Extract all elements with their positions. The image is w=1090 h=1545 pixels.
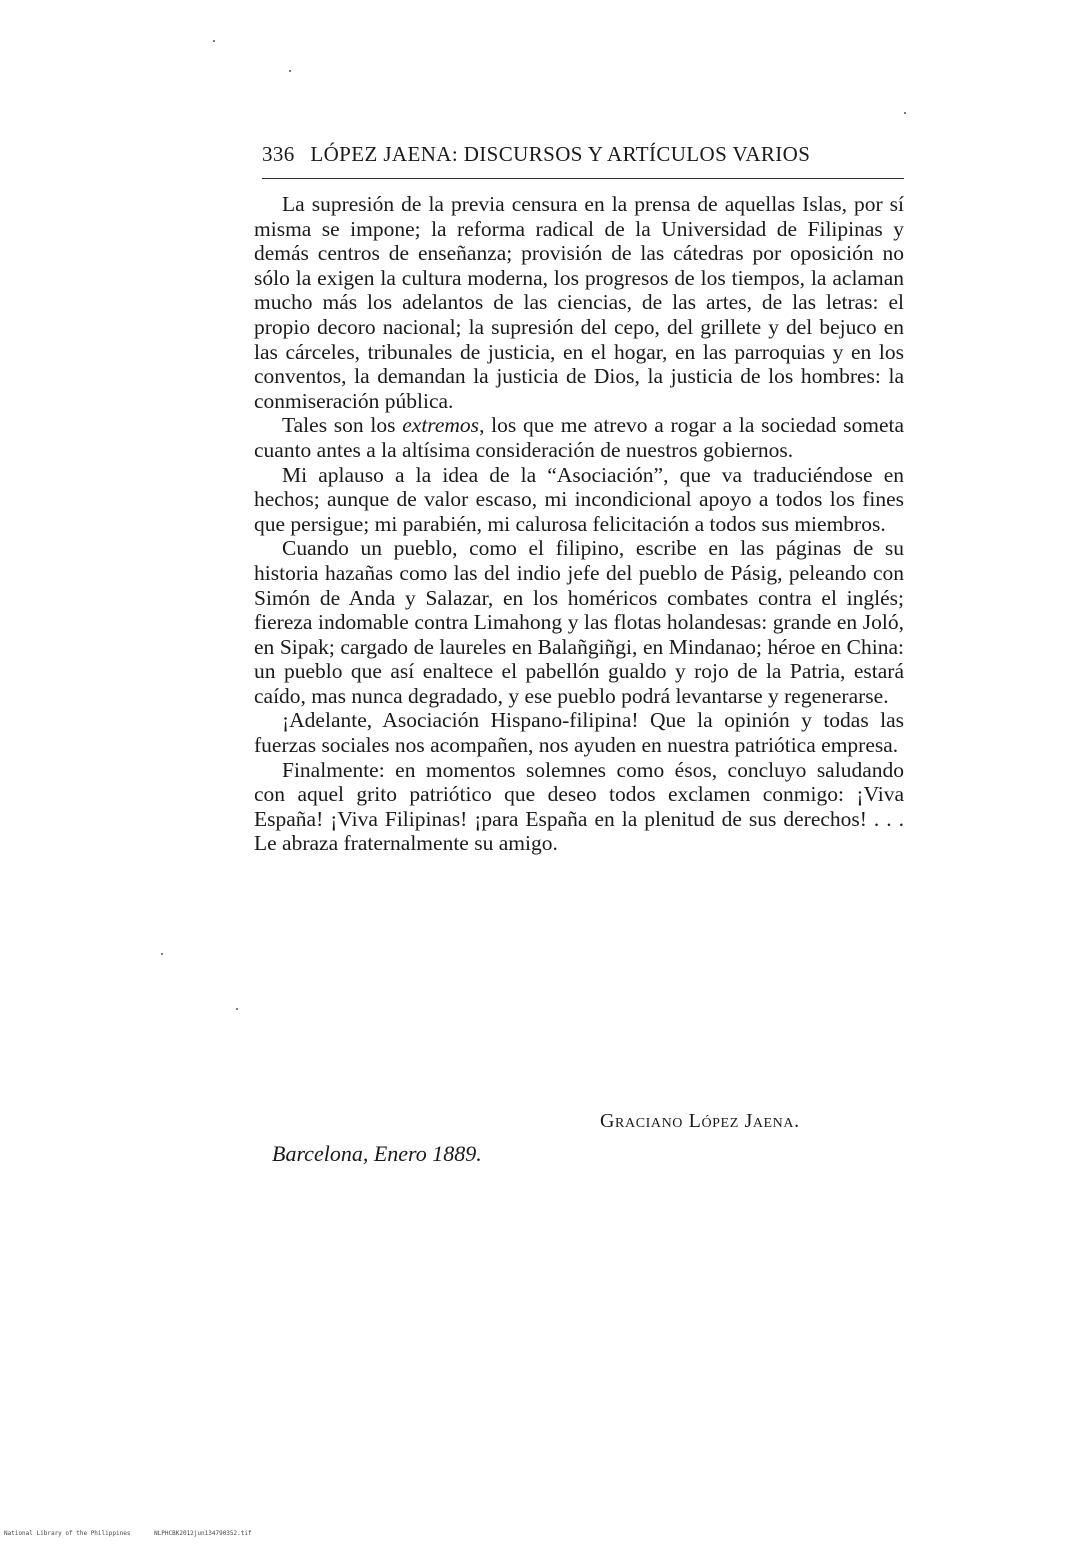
paragraph-text: Tales son los: [282, 413, 403, 438]
scan-speck: [904, 112, 906, 114]
footer-library: National Library of the Philippines: [4, 1530, 131, 1537]
paragraph: ¡Adelante, Asociación Hispano-filipina! Que la opinión y todas las fuerzas sociales nos acompañen, nos ayuden en nuestra patriótica empresa.: [254, 708, 904, 758]
dateline: Barcelona, Enero 1889.: [272, 1141, 482, 1166]
paragraph-text: , los que me atrevo a rogar a la sociedad someta cuanto antes a la altísima consideración de nuestros gobiernos.: [254, 413, 905, 462]
scan-speck: [161, 953, 163, 955]
paragraph: Finalmente: en momentos solemnes como ésos, concluyo saludando con aquel grito patriótico que deseo todos exclamen conmigo: ¡Viva España! ¡Viva Filipinas! ¡para España en la plenitud de sus derechos! . . . Le abraza fraternalmente su amigo.: [254, 757, 904, 856]
scan-speck: [236, 1008, 238, 1010]
header-rule: [262, 178, 904, 179]
paragraph-extremos: [254, 413, 904, 462]
footer-filename: NLPHCBK2012jun134790352.tif: [154, 1530, 252, 1537]
paragraph: La supresión de la previa censura en la prensa de aquellas Islas, por sí misma se impone; la reforma radical de la Universidad de Filipinas y demás centros de enseñanza; provisión de las cátedras por oposición no sólo la exigen la cultura moderna, los progresos de los tiempos, la aclaman mucho más los adelantos de las ciencias, de las artes, de las letras: el propio decoro nacional; la supresión del cepo, del grillete y del bejuco en las cárceles, tribunales de justicia, en el hogar, en las parroquias y en los conventos, la demandan la justicia de Dios, la justicia de los hombres: la conmiseración pública.: [254, 192, 904, 413]
page-number: 336: [262, 142, 295, 166]
running-header: [262, 142, 902, 167]
paragraph: Cuando un pueblo, como el filipino, escribe en las páginas de su historia hazañas como las del indio jefe del pueblo de Pásig, peleando con Simón de Anda y Salazar, en los homéricos combates contra el inglés; fiereza indomable contra Limahong y las flotas holandesas: grande en Joló, en Sipak; cargado de laureles en Balañgiñgi, en Mindanao; héroe en China: un pueblo que así enaltece el pabellón gualdo y rojo de la Patria, estará caído, mas nunca degradado, y ese pueblo podrá levantarse y regenerarse.: [254, 536, 904, 708]
scan-speck: [289, 70, 291, 72]
paragraph: Mi aplauso a la idea de la “Asociación”, que va traduciéndose en hechos; aunque de valor escaso, mi incondicional apoyo a todos los fines que persigue; mi parabién, mi calurosa felicitación a todos sus miembros.: [254, 462, 904, 536]
running-title: LÓPEZ JAENA: DISCURSOS Y ARTÍCULOS VARIOS: [310, 142, 811, 166]
scan-footer: [4, 1530, 252, 1537]
signature: Graciano López Jaena.: [600, 1110, 800, 1132]
emphasized-word: extremos: [402, 413, 480, 438]
letter-body: [254, 192, 904, 856]
scan-speck: [213, 40, 215, 42]
